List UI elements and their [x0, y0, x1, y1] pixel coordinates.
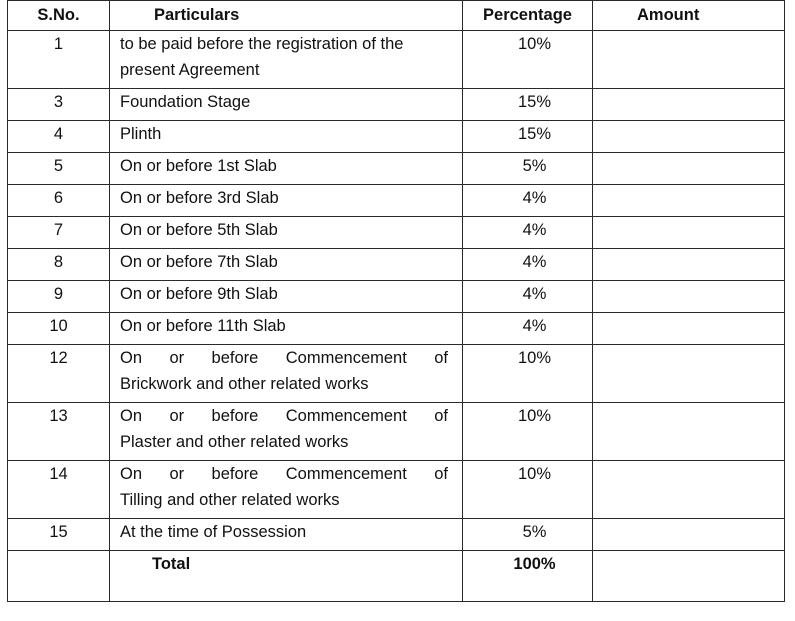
- row-percentage: 4%: [463, 281, 593, 313]
- particulars-line: present Agreement: [120, 61, 260, 79]
- row-amount: [593, 519, 785, 551]
- row-percentage: 4%: [463, 185, 593, 217]
- particulars-line: On or before Commencement of: [120, 407, 448, 425]
- row-sno: 4: [8, 121, 110, 153]
- row-particulars: On or before 3rd Slab: [110, 185, 463, 217]
- table-row: [8, 403, 785, 461]
- row-percentage: 10%: [463, 403, 593, 461]
- row-particulars: At the time of Possession: [110, 519, 463, 551]
- row-particulars: [110, 345, 463, 403]
- row-sno: 1: [8, 31, 110, 89]
- row-percentage: 10%: [463, 345, 593, 403]
- total-percentage: 100%: [463, 551, 593, 602]
- header-sno: S.No.: [8, 1, 110, 31]
- row-sno: 8: [8, 249, 110, 281]
- table-row: [8, 121, 785, 153]
- row-amount: [593, 281, 785, 313]
- table-row: [8, 89, 785, 121]
- row-particulars: On or before 1st Slab: [110, 153, 463, 185]
- row-percentage: 10%: [463, 31, 593, 89]
- header-particulars: Particulars: [110, 1, 463, 31]
- row-amount: [593, 249, 785, 281]
- row-amount: [593, 185, 785, 217]
- table-row: [8, 313, 785, 345]
- row-amount: [593, 153, 785, 185]
- row-percentage: 10%: [463, 461, 593, 519]
- header-row: [8, 1, 785, 31]
- particulars-line: On or before Commencement of: [120, 465, 448, 483]
- row-particulars: [110, 403, 463, 461]
- payment-schedule: [7, 0, 785, 602]
- row-amount: [593, 217, 785, 249]
- table-row: [8, 153, 785, 185]
- table-row: [8, 185, 785, 217]
- table-row: [8, 519, 785, 551]
- row-sno: 13: [8, 403, 110, 461]
- table-row: [8, 249, 785, 281]
- row-particulars: [110, 461, 463, 519]
- header-amount: Amount: [593, 1, 785, 31]
- table-row: [8, 31, 785, 89]
- row-sno: 7: [8, 217, 110, 249]
- row-amount: [593, 121, 785, 153]
- row-particulars: [110, 31, 463, 89]
- row-sno: 10: [8, 313, 110, 345]
- row-amount: [593, 89, 785, 121]
- row-sno: 9: [8, 281, 110, 313]
- row-percentage: 5%: [463, 519, 593, 551]
- row-sno: 3: [8, 89, 110, 121]
- row-percentage: 5%: [463, 153, 593, 185]
- table-row: [8, 281, 785, 313]
- row-percentage: 4%: [463, 249, 593, 281]
- row-sno: 12: [8, 345, 110, 403]
- row-particulars: On or before 7th Slab: [110, 249, 463, 281]
- row-percentage: 15%: [463, 121, 593, 153]
- total-row: [8, 551, 785, 602]
- row-amount: [593, 345, 785, 403]
- row-particulars: On or before 9th Slab: [110, 281, 463, 313]
- row-amount: [593, 313, 785, 345]
- particulars-line: to be paid before the registration of the: [120, 35, 404, 53]
- particulars-line: On or before Commencement of: [120, 349, 448, 367]
- particulars-line: Brickwork and other related works: [120, 375, 369, 393]
- row-amount: [593, 403, 785, 461]
- row-particulars: On or before 5th Slab: [110, 217, 463, 249]
- row-amount: [593, 31, 785, 89]
- row-percentage: 15%: [463, 89, 593, 121]
- row-particulars: Foundation Stage: [110, 89, 463, 121]
- row-sno: 6: [8, 185, 110, 217]
- row-sno: 15: [8, 519, 110, 551]
- row-amount: [593, 461, 785, 519]
- total-label: Total: [110, 551, 463, 602]
- table-row: [8, 461, 785, 519]
- row-percentage: 4%: [463, 217, 593, 249]
- payment-schedule-table: [7, 0, 785, 602]
- row-particulars: On or before 11th Slab: [110, 313, 463, 345]
- row-percentage: 4%: [463, 313, 593, 345]
- particulars-line: Tilling and other related works: [120, 491, 340, 509]
- row-particulars: Plinth: [110, 121, 463, 153]
- particulars-line: Plaster and other related works: [120, 433, 349, 451]
- row-sno: 5: [8, 153, 110, 185]
- header-percentage: Percentage: [463, 1, 593, 31]
- table-row: [8, 217, 785, 249]
- total-sno: [8, 551, 110, 602]
- total-amount: [593, 551, 785, 602]
- row-sno: 14: [8, 461, 110, 519]
- table-row: [8, 345, 785, 403]
